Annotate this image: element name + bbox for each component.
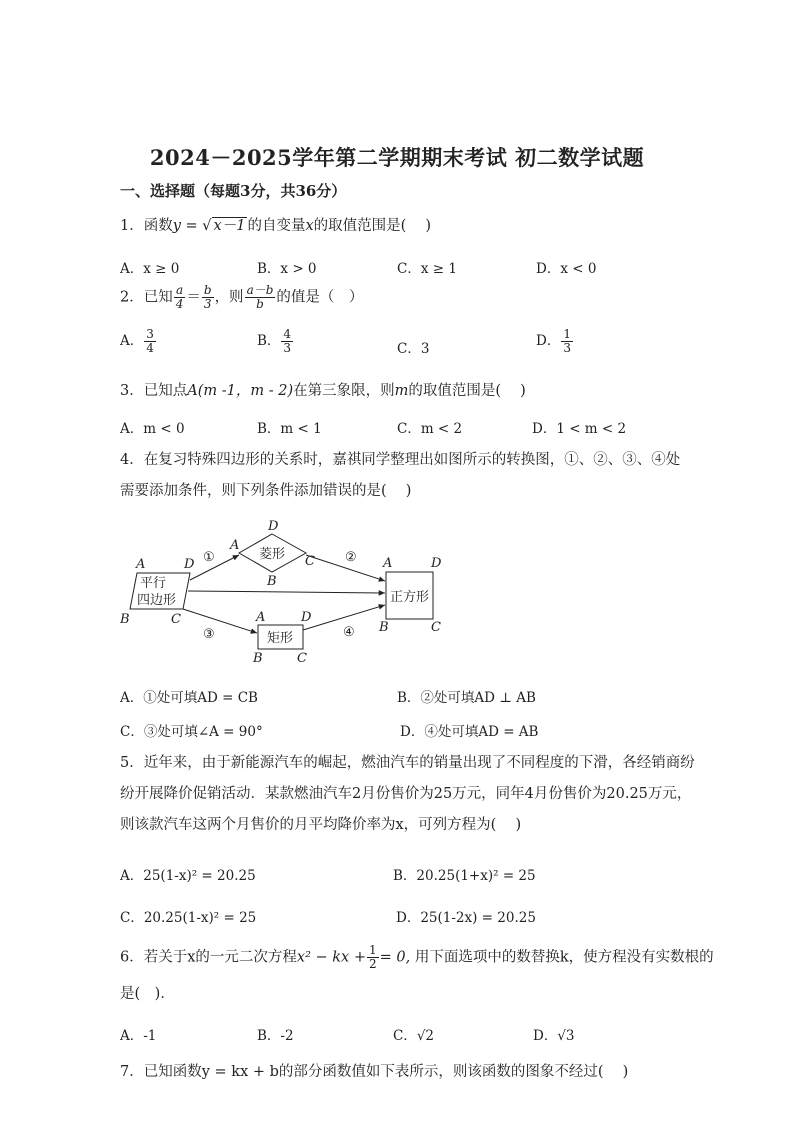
q3-point: A(m -1，m - 2) bbox=[187, 383, 294, 399]
q3-option-d: D．1 < m < 2 bbox=[532, 421, 627, 437]
q2-prefix: 2．已知 bbox=[120, 289, 173, 306]
parallelogram-label-1: 平行 bbox=[140, 576, 167, 591]
q1-text: 的自变量 bbox=[247, 218, 306, 234]
rhombus-vertex-a: A bbox=[230, 538, 240, 553]
q3-option-c: C．m < 2 bbox=[397, 421, 463, 437]
q2-mid: ，则 bbox=[214, 289, 244, 306]
vertex-b-label: B bbox=[120, 612, 130, 627]
q6-line-2: 是( )． bbox=[120, 986, 175, 1002]
q1-text-end: 的取值范围是( ) bbox=[313, 218, 432, 234]
rectangle-vertex-a: A bbox=[256, 610, 266, 625]
q5-option-a: A．25(1-x)² = 20.25 bbox=[120, 868, 256, 884]
arrow-direct bbox=[188, 591, 385, 593]
section-heading: 一、选择题（每题3分，共36分） bbox=[120, 182, 347, 200]
q3-option-a: A．m < 0 bbox=[120, 421, 185, 437]
question-2 bbox=[120, 284, 363, 311]
q3-option-b: B．m < 1 bbox=[257, 421, 322, 437]
q3-prefix: 3．已知点 bbox=[120, 383, 188, 399]
q6-option-d: D．√3 bbox=[533, 1028, 575, 1044]
q3-var: m bbox=[394, 383, 409, 399]
q1-option-c: C．x ≥ 1 bbox=[397, 261, 457, 277]
q5-option-c: C．20.25(1-x)² = 25 bbox=[120, 910, 257, 926]
q4-option-a: A．①处可填AD = CB bbox=[120, 690, 258, 706]
q5-line-1: 5．近年来，由于新能源汽车的崛起，燃油汽车的销量出现了不同程度的下滑，各经销商纷 bbox=[120, 755, 695, 771]
q2-option-b: B． $\frac{4}{3}$ bbox=[257, 327, 292, 355]
square-vertex-c: C bbox=[431, 620, 441, 635]
step-3-marker: ③ bbox=[203, 627, 215, 642]
q2-fraction-1: $\frac{a}{4}$ bbox=[175, 283, 184, 311]
parallelogram-label-2: 四边形 bbox=[137, 593, 177, 608]
q6-fraction: $\frac{1}{2}$ bbox=[369, 943, 377, 971]
q2-fraction-2: $\frac{b}{3}$ bbox=[203, 283, 212, 311]
q1-sqrt: √ x－1 bbox=[202, 218, 246, 234]
q1-prefix: 1．函数 bbox=[120, 218, 173, 234]
rhombus-label: 菱形 bbox=[259, 547, 286, 562]
q6-text: 用下面选项中的数替换k，使方程没有实数根的 bbox=[414, 949, 714, 966]
q4-line-2: 需要添加条件，则下列条件添加错误的是( ) bbox=[120, 483, 412, 499]
q5-line-3: 则该款汽车这两个月售价的月平均降价率为x，可列方程为( ) bbox=[120, 817, 522, 833]
q6-prefix: 6．若关于x的一元二次方程 bbox=[120, 949, 297, 966]
q4-line-1: 4．在复习特殊四边形的关系时，嘉祺同学整理出如图所示的转换图，①、②、③、④处 bbox=[120, 452, 681, 468]
q5-line-2: 纷开展降价促销活动．某款燃油汽车2月份售价为25万元，同年4月份售价为20.25万元， bbox=[120, 786, 692, 802]
q4-option-d: D．④处可填AD = AB bbox=[400, 724, 539, 740]
question-6 bbox=[120, 944, 714, 971]
q6-option-a: A．-1 bbox=[120, 1028, 157, 1044]
square-vertex-d: D bbox=[431, 556, 442, 571]
square-vertex-a: A bbox=[383, 556, 393, 571]
q3-text-end: 的取值范围是( ) bbox=[408, 383, 526, 399]
vertex-c-label: C bbox=[171, 612, 181, 627]
q6-equation-a: x² − kx + bbox=[296, 949, 366, 966]
vertex-d-label: D bbox=[184, 557, 195, 572]
step-4-marker: ④ bbox=[343, 625, 355, 640]
question-1 bbox=[120, 214, 431, 235]
q2-text-end: 的值是（ ） bbox=[276, 289, 364, 306]
q1-function: y = bbox=[172, 218, 203, 234]
q5-option-d: D．25(1-2x) = 20.25 bbox=[396, 910, 536, 926]
quadrilateral-conversion-diagram bbox=[115, 515, 455, 670]
arrow-step-3 bbox=[183, 609, 257, 633]
square-label: 正方形 bbox=[390, 590, 430, 605]
rectangle-vertex-c: C bbox=[297, 651, 307, 666]
q2-option-a: A． $\frac{3}{4}$ bbox=[120, 327, 154, 355]
page-title: 2024－2025学年第二学期期末考试 初二数学试题 bbox=[149, 145, 645, 170]
q1-option-b: B．x > 0 bbox=[257, 261, 317, 277]
q1-var: x bbox=[305, 218, 314, 234]
rectangle-vertex-d: D bbox=[301, 610, 312, 625]
rhombus-vertex-c: C bbox=[305, 554, 315, 569]
question-7: 7．已知函数y = kx + b的部分函数值如下表所示，则该函数的图象不经过( ) bbox=[120, 1064, 629, 1080]
q1-option-a: A．x ≥ 0 bbox=[120, 261, 180, 277]
q3-mid: 在第三象限，则 bbox=[293, 383, 395, 399]
q4-option-c: C．③处可填∠A = 90° bbox=[120, 724, 263, 740]
q5-option-b: B．20.25(1+x)² = 25 bbox=[393, 868, 536, 884]
step-1-marker: ① bbox=[203, 550, 215, 565]
step-2-marker: ② bbox=[345, 550, 357, 565]
q1-radicand: x－1 bbox=[213, 218, 246, 234]
q2-fraction-3: $\frac{a-b}{b}$ bbox=[246, 283, 274, 311]
question-3 bbox=[120, 379, 526, 400]
q2-option-c: C．3 bbox=[397, 341, 430, 357]
q1-option-d: D．x < 0 bbox=[536, 261, 597, 277]
rectangle-vertex-b: B bbox=[253, 651, 263, 666]
q6-option-c: C．√2 bbox=[393, 1028, 435, 1044]
q6-option-b: B．-2 bbox=[257, 1028, 294, 1044]
vertex-a-label: A bbox=[136, 557, 146, 572]
square-vertex-b: B bbox=[379, 620, 389, 635]
rhombus-vertex-b: B bbox=[267, 574, 277, 589]
q4-option-b: B．②处可填AD ⊥ AB bbox=[397, 690, 536, 706]
q2-option-d: D． $\frac{1}{3}$ bbox=[536, 327, 571, 355]
rhombus-vertex-d: D bbox=[268, 519, 279, 534]
q6-equation-b: = 0, bbox=[379, 949, 411, 966]
rectangle-label: 矩形 bbox=[267, 631, 294, 646]
q2-equals: ＝ bbox=[186, 289, 201, 306]
